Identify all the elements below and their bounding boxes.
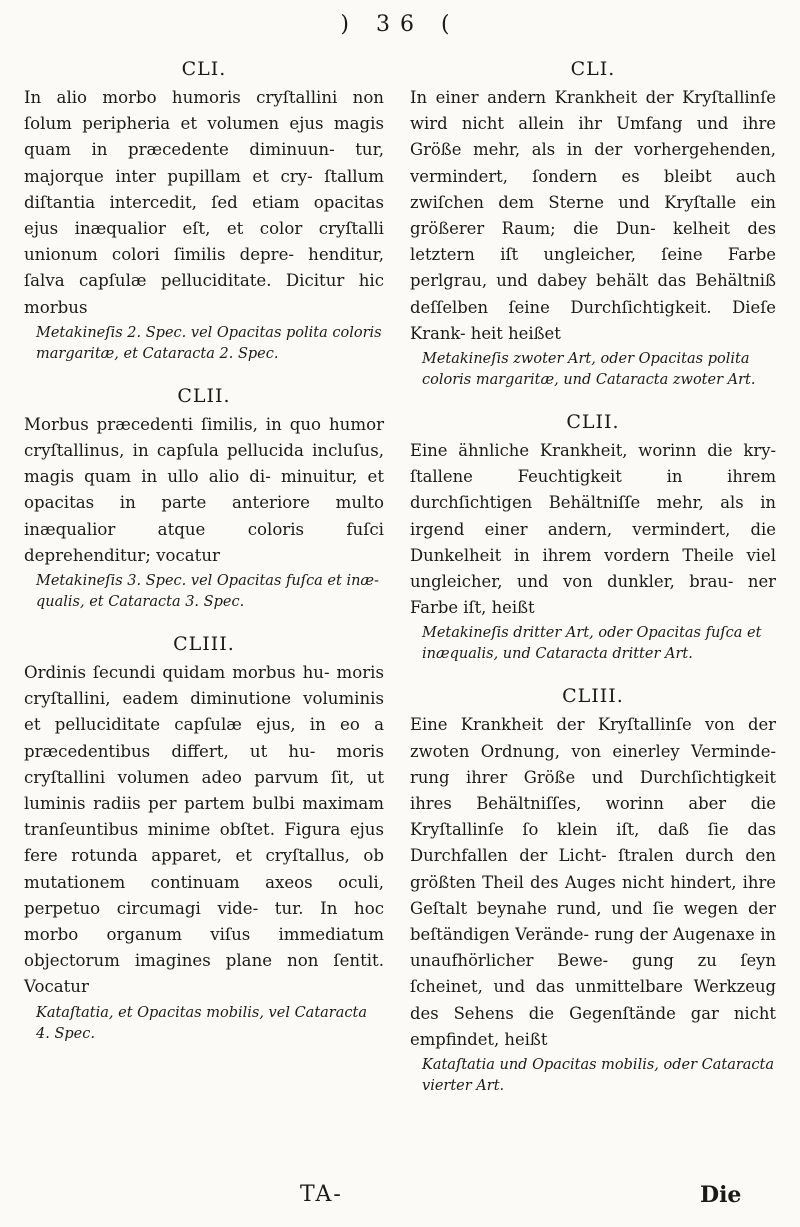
section-heading: CLI.: [181, 58, 227, 80]
catchword-latin: TA-: [300, 1182, 343, 1207]
section-text: Eine Krankheit der Kryſtallinſe von der zwoten Ordnung, von einerley Verminde- rung ihrer Größe und Durchſichtigkeit ihres Behältniſſes, worinn aber die Kryſtallinſe ſo klein iſt, daß ſie das Durchfallen der Licht- ſtralen durch den größten Theil des Auges nicht hindert, ihre Geſtalt beynahe rund, und ſie wegen der beſtändigen Verände- rung der Augenaxe in unaufhörlicher Bewe- gung zu ſeyn ſcheinet, und das unmittelbare Werkzeug des Sehens die Gegenſtände gar nicht empfindet, heißt: [410, 715, 776, 1049]
section-text: Ordinis ſecundi quidam morbus hu- moris cryſtallini, eadem diminutione voluminis et pelluciditate capſulæ ejus, in eo a præcedentibus differt, ut hu- moris cryſtallini volumen adeo parvum ſit, ut luminis radiis per partem bulbi maximam tranſeuntibus minime obſtet. Figura ejus fere rotunda apparet, et cryſtallus, ob mutationem continuam axeos oculi, perpetuo circumagi vide- tur. In hoc morbo organum viſus immediatum objectorum imagines plane non ſentit. Vocatur: [24, 663, 384, 997]
section-source: Metakineſis 2. Spec. vel Opacitas polita coloris margaritæ, et Cataracta 2. Spec.: [36, 324, 382, 362]
section-source: Kataſtatia, et Opacitas mobilis, vel Cataracta 4. Spec.: [36, 1004, 367, 1042]
section-heading: CLIII.: [173, 633, 235, 656]
section-source: Metakineſis zwoter Art, oder Opacitas polita coloris margaritæ, und Cataracta zwoter Art.: [422, 351, 756, 389]
section-source: Kataſtatia und Opacitas mobilis, oder Cataracta vierter Art.: [422, 1057, 775, 1095]
page-number: ) 36 (: [340, 12, 460, 37]
latin-section-cliii: [24, 633, 384, 1045]
section-heading: CLI.: [570, 58, 616, 80]
latin-section-cli: [24, 58, 384, 365]
section-heading: CLII.: [566, 411, 620, 434]
section-text: Eine ähnliche Krankheit, worinn die kry- ſtallene Feuchtigkeit in ihrem durchſichtigen Behältniſſe mehr, als in irgend einer andern, vermindert, die Dunkelheit in ihrem vordern Theile viel ungleicher, und von dunkler, brau- ner Farbe iſt, heißt: [410, 441, 776, 618]
german-section-cli: [410, 58, 776, 391]
section-text: Morbus præcedenti ſimilis, in quo humor cryſtallinus, in capſula pellucida incluſus, magis quam in ullo alio di- minuitur, et opacitas in parte anteriore multo inæqualior atque coloris fuſci deprehenditur; vocatur: [24, 414, 384, 565]
section-heading: CLIII.: [562, 685, 624, 708]
section-heading: CLII.: [177, 384, 231, 407]
german-section-cliii: [410, 685, 776, 1097]
catchword-german: Die: [700, 1182, 742, 1208]
latin-section-clii: [24, 385, 384, 613]
german-column: [410, 58, 776, 1117]
section-source: Metakineſis dritter Art, oder Opacitas fuſca et inæqualis, und Cataracta dritter Art.: [422, 625, 762, 663]
section-text: In einer andern Krankheit der Kryſtallinſe wird nicht allein ihr Umfang und ihre Größe mehr, als in der vorhergehenden, vermindert, ſondern es bleibt auch zwiſchen dem Sterne und Kryſtalle ein größerer Raum; die Dun- kelheit des letztern iſt ungleicher, ſeine Farbe perlgrau, und dabey behält das Behältniß deſſelben ſeine Durchſichtigkeit. Dieſe Krank- heit heißet: [410, 88, 776, 343]
section-source: Metakineſis 3. Spec. vel Opacitas fuſca et inæ- qualis, et Cataracta 3. Spec.: [36, 573, 379, 611]
latin-column: [24, 58, 384, 1065]
german-section-clii: [410, 411, 776, 665]
section-text: In alio morbo humoris cryſtallini non ſolum peripheria et volumen ejus magis quam in præcedente diminuun- tur, majorque inter pupillam et cry- ſtallum diſtantia intercedit, ſed etiam opacitas ejus inæqualior eſt, et color cryſtalli unionum colori ſimilis depre- henditur, ſalva capſulæ pelluciditate. Dicitur hic morbus: [24, 88, 384, 317]
